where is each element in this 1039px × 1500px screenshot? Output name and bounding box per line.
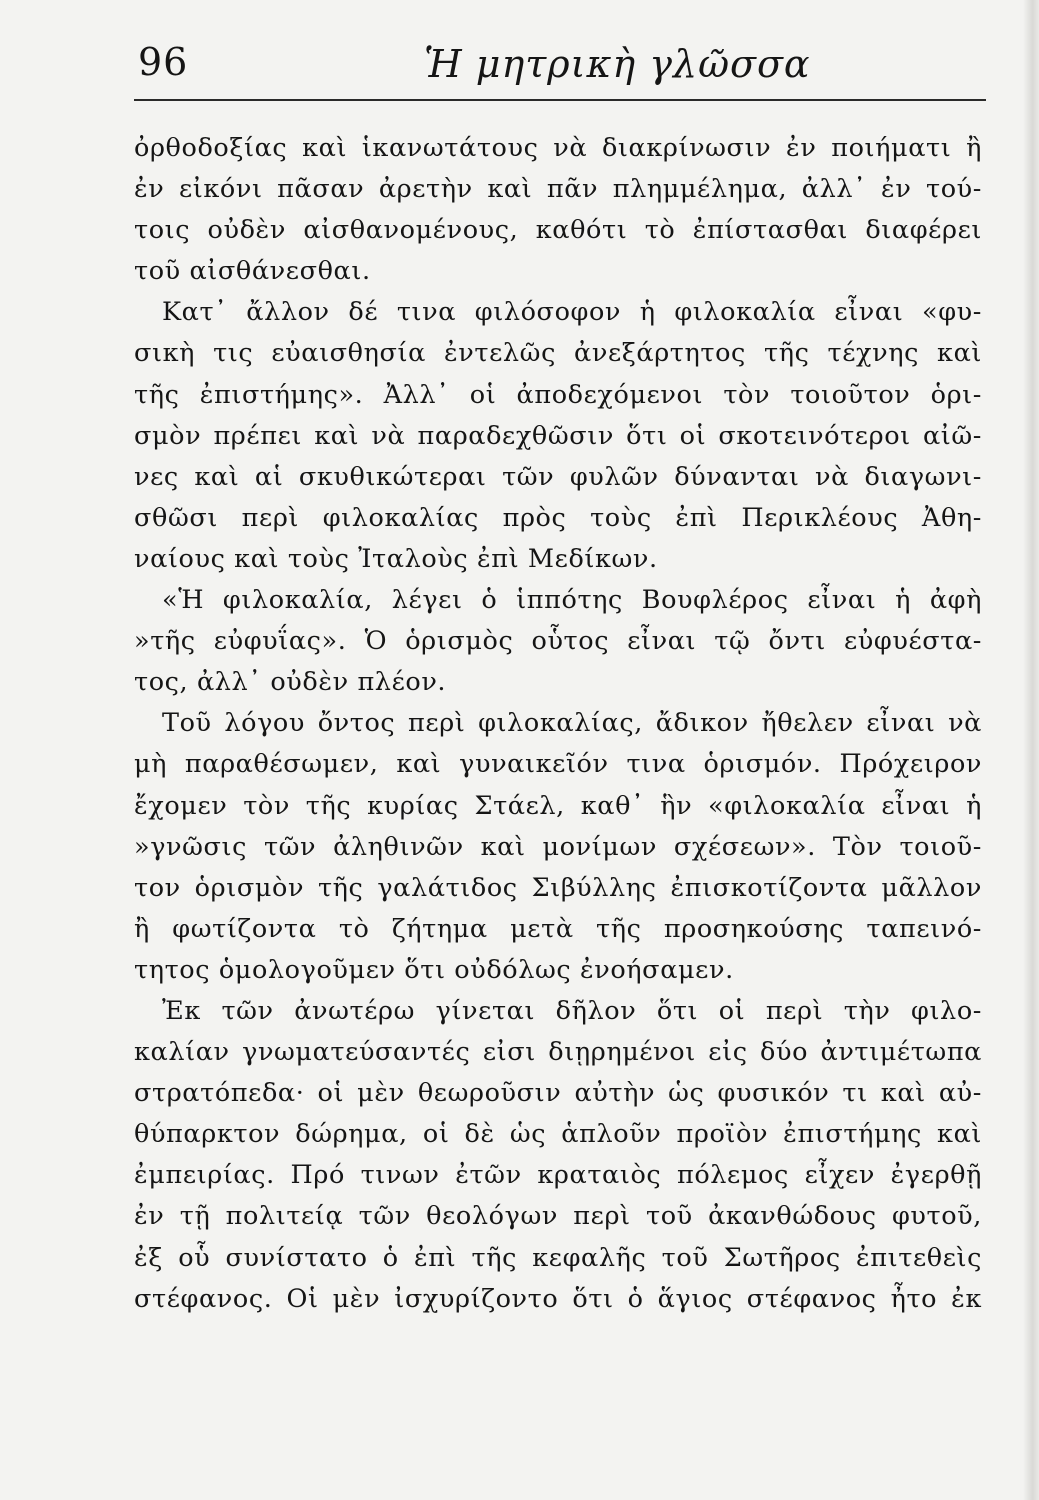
text-line: ἔχομεν τὸν τῆς κυρίας Στάελ, καθ᾽ ἣν «φιλοκαλία εἶναι ἡ xyxy=(134,790,982,821)
text-line: σθῶσι περὶ φιλοκαλίας πρὸς τοὺς ἐπὶ Περικλέους Ἀθη- xyxy=(134,502,982,533)
text-line: τον ὁρισμὸν τῆς γαλάτιδος Σιβύλλης ἐπισκοτίζοντα μᾶλλον xyxy=(134,872,982,903)
text-line: Ἐκ τῶν ἀνωτέρω γίνεται δῆλον ὅτι οἱ περὶ τὴν φιλο- xyxy=(162,995,982,1026)
text-line: τος, ἀλλ᾽ οὐδὲν πλέον. xyxy=(134,667,447,698)
header-rule xyxy=(134,99,986,101)
text-line: ναίους καὶ τοὺς Ἰταλοὺς ἐπὶ Μεδίκων. xyxy=(134,543,658,574)
text-line: σικὴ τις εὐαισθησία ἐντελῶς ἀνεξάρτητος τῆς τέχνης καὶ xyxy=(134,338,982,369)
text-line: Κατ᾽ ἄλλον δέ τινα φιλόσοφον ἡ φιλοκαλία εἶναι «φυ- xyxy=(162,297,982,328)
text-line: τοις οὐδὲν αἰσθανομένους, καθότι τὸ ἐπίστασθαι διαφέρει xyxy=(134,215,982,246)
text-line: ἐμπειρίας. Πρό τινων ἐτῶν κραταιὸς πόλεμος εἶχεν ἐγερθῇ xyxy=(134,1160,982,1191)
page-number: 96 xyxy=(138,40,189,84)
text-line: ὀρθοδοξίας καὶ ἱκανωτάτους νὰ διακρίνωσιν ἐν ποιήματι ἢ xyxy=(134,133,982,163)
text-line: ἐν τῇ πολιτείᾳ τῶν θεολόγων περὶ τοῦ ἀκανθώδους φυτοῦ, xyxy=(134,1201,982,1232)
text-line: σμὸν πρέπει καὶ νὰ παραδεχθῶσιν ὅτι οἱ σκοτεινότεροι αἰῶ- xyxy=(134,420,982,451)
text-line: «Ἡ φιλοκαλία, λέγει ὁ ἱππότης Βουφλέρος εἶναι ἡ ἀφὴ xyxy=(162,585,982,616)
text-line: καλίαν γνωματεύσαντές εἰσι διῃρημένοι εἰς δύο ἀντιμέτωπα xyxy=(134,1037,982,1068)
text-line: τῆς ἐπιστήμης». Ἀλλ᾽ οἱ ἀποδεχόμενοι τὸν τοιοῦτον ὁρι- xyxy=(134,379,982,410)
text-line: »γνῶσις τῶν ἀληθινῶν καὶ μονίμων σχέσεων». Τὸν τοιοῦ- xyxy=(134,831,982,862)
text-line: νες καὶ αἱ σκυθικώτεραι τῶν φυλῶν δύνανται νὰ διαγωνι- xyxy=(134,461,982,492)
text-line: στρατόπεδα· οἱ μὲν θεωροῦσιν αὐτὴν ὡς φυσικόν τι καὶ αὐ- xyxy=(134,1078,982,1109)
text-line: μὴ παραθέσωμεν, καὶ γυναικεῖόν τινα ὁρισμόν. Πρόχειρον xyxy=(134,749,982,780)
running-title: Ἡ μητρικὴ γλῶσσα xyxy=(424,42,811,86)
text-line: ἐν εἰκόνι πᾶσαν ἀρετὴν καὶ πᾶν πλημμέλημα, ἀλλ᾽ ἐν τού- xyxy=(134,174,982,205)
text-line: ἢ φωτίζοντα τὸ ζήτημα μετὰ τῆς προσηκούσης ταπεινό- xyxy=(134,913,982,944)
page-header xyxy=(134,38,984,98)
text-line: τητος ὁμολογοῦμεν ὅτι οὐδόλως ἐνοήσαμεν. xyxy=(134,954,734,985)
text-line: »τῆς εὐφυΐας». Ὁ ὁρισμὸς οὗτος εἶναι τῷ ὄντι εὐφυέστα- xyxy=(134,626,982,657)
text-line: ἐξ οὗ συνίστατο ὁ ἐπὶ τῆς κεφαλῆς τοῦ Σωτῆρος ἐπιτεθεὶς xyxy=(134,1242,982,1273)
scan-edge xyxy=(1023,0,1039,1500)
body-text xyxy=(134,128,982,1320)
text-line: στέφανος. Οἱ μὲν ἰσχυρίζοντο ὅτι ὁ ἅγιος στέφανος ἦτο ἐκ xyxy=(134,1283,982,1314)
text-line: Τοῦ λόγου ὄντος περὶ φιλοκαλίας, ἄδικον ἤθελεν εἶναι νὰ xyxy=(162,708,982,739)
text-line: θύπαρκτον δώρημα, οἱ δὲ ὡς ἁπλοῦν προϊὸν ἐπιστήμης καὶ xyxy=(134,1119,982,1150)
text-line: τοῦ αἰσθάνεσθαι. xyxy=(134,256,371,287)
